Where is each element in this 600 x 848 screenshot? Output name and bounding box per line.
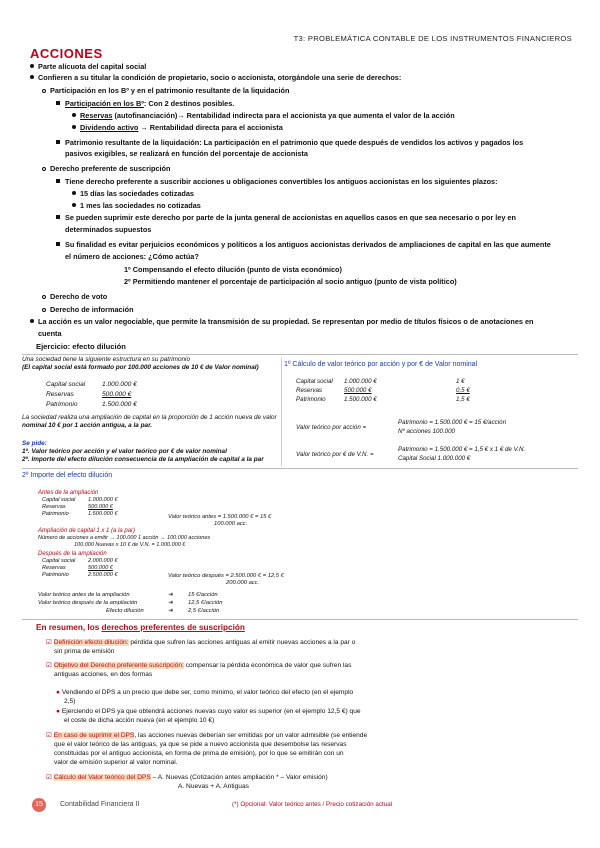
despues-table: [42, 558, 152, 579]
exercise-q2: 2º. Importe del efecto dilución consecuencia de la ampliación de capital a la par: [22, 456, 264, 463]
bullet-circle: [42, 167, 46, 171]
antes-label: Antes de la ampliación: [38, 490, 99, 496]
row-label: Reservas: [46, 391, 74, 398]
row-label: Patrimonio: [46, 401, 78, 408]
table-row: [296, 387, 496, 396]
dilution-summary: [38, 592, 278, 616]
table-row: [296, 378, 496, 387]
summary-p1: ☑ Definición efecto dilución: pérdida que sufren las acciones antiguas al emitir nuevas acciones a la par o: [46, 639, 356, 646]
row-value: 500.000 €: [102, 391, 132, 398]
table-row: [42, 565, 152, 572]
table-row: [296, 396, 496, 405]
row-value-2: 1 €: [456, 378, 465, 385]
bullet-dot: [72, 125, 76, 129]
bullet-6: Dividendo activo → Rentabilidad directa para el accionista: [72, 123, 283, 134]
vt-despues-den: 200.000 acc.: [226, 580, 260, 586]
arrow-icon: ➔: [168, 592, 173, 598]
result-1-title: 1º Cálculo de valor teórico por acción y por € de Valor nominal: [284, 361, 478, 368]
bullet-square: [56, 242, 60, 246]
row-value: 1.000.000 €: [88, 497, 118, 503]
bullet-2: Confieren a su titular la condición de propietario, socio o accionista, otorgándole una serie de derechos:: [30, 73, 401, 84]
bullet-dot: [72, 113, 76, 117]
bullet-12: Se pueden suprimir este derecho por parte de la junta general de accionistas en aquellos casos en que sea necesario o por ley en: [56, 213, 516, 224]
exercise-ampl: La sociedad realiza una ampliación de capital en la proporción de 1 acción nueva de valor: [22, 414, 277, 421]
summary-p3-cont: 2,5): [64, 698, 76, 705]
row-value-2: 1,5 €: [456, 396, 470, 403]
row-value: 2.500.000 €: [88, 572, 118, 578]
dilution-title: 2º Importe del efecto dilución: [22, 472, 113, 479]
bullet-dot: [72, 191, 76, 195]
arrow-icon: ➔: [168, 600, 173, 606]
row-value: 1.000.000 €: [102, 381, 137, 388]
bullet-7: Patrimonio resultante de la liquidación: La participación en el patrimonio que quede después de vendidos los activos y pagados los: [56, 138, 523, 149]
arrow-icon: ➔: [168, 608, 173, 614]
summary-row: [38, 600, 278, 608]
row-label: Capital social: [42, 558, 76, 564]
page-number: 15: [32, 798, 46, 812]
row-value: 1.500.000 €: [88, 511, 118, 517]
row-label: Reservas: [42, 504, 66, 510]
row-label: Patrimonio: [296, 396, 326, 403]
bullet-18: La acción es un valor negociable, que permite la transmisión de su propiedad. Se representan por medio de títulos físicos o de anotaciones en: [30, 317, 534, 328]
summary-p1-cont: sin prima de emisión: [54, 648, 115, 655]
summary-p6: ☑ Cálculo del Valor teórico del DPS – A. Nuevas (Cotización antes ampliación * – Valor emisión): [46, 774, 328, 781]
row-label: Capital social: [46, 381, 86, 388]
bullet-8: Derecho preferente de suscripción: [42, 164, 170, 175]
divider: [22, 354, 578, 355]
exercise-intro: Una sociedad tiene la siguiente estructura en su patrimonio: [22, 356, 191, 363]
bullet-3: Participación en los Bº y en el patrimonio resultante de la liquidación: [42, 86, 289, 97]
bullet-12-cont: determinados supuestos: [65, 225, 152, 234]
vt-despues: Valor teórico después = 2.500.000 € = 12,5 €: [168, 573, 284, 579]
summary-p2-cont: antiguas acciones, en dos formas: [54, 671, 153, 678]
bullet-dot: [30, 319, 34, 323]
row-label: Patrimonio: [42, 572, 69, 578]
ampl-title: Ampliación de capital 1 x 1 (a la par): [38, 528, 136, 534]
summary-p4: ● Ejerciendo el DPS ya que obtendrá acciones nuevas cuyo valor es superior (en el ejemplo 12,5 €) que: [56, 708, 361, 715]
row-label: Capital social: [42, 497, 76, 503]
bullet-5: Reservas (autofinanciación)→ Rentabilidad indirecta para el accionista ya que aumenta el valor de la acción: [72, 111, 455, 122]
bullet-circle: [42, 308, 46, 312]
vt-accion-label: Valor teórico por acción =: [296, 424, 367, 431]
vt-accion-den: Nº acciones 100.000: [398, 428, 455, 435]
result-1-table: [296, 378, 496, 405]
row-label: Reservas: [42, 565, 66, 571]
bullet-13-cont: el número de acciones: ¿Cómo actúa?: [65, 252, 199, 261]
vt-antes-den: 100.000 acc.: [214, 521, 248, 527]
bullet-circle: [42, 295, 46, 299]
row-value: 500.000 €: [88, 565, 113, 571]
bullet-18-cont: cuenta: [38, 329, 62, 338]
exercise-q1: 1º. Valor teórico por acción y el valor teórico por € de valor nominal: [22, 448, 227, 455]
bullet-17: Derecho de información: [42, 305, 134, 316]
row-label: Valor teórico antes de la ampliación: [38, 592, 130, 598]
summary-p5-cont2: constituidas por el antiguo accionista, en forma de prima de emisión), por lo que se emitirán con un: [54, 750, 344, 757]
exercise-balance: [46, 381, 166, 411]
page-header: T3: PROBLEMÁTICA CONTABLE DE LOS INSTRUMENTOS FINANCIEROS: [293, 34, 572, 43]
row-value: 2,5 €/acción: [188, 608, 220, 614]
row-value: 1.500.000 €: [102, 401, 137, 408]
footnote: (*) Opcional: Valor teórico antes / Precio cotización actual: [232, 801, 393, 808]
row-value: 2.000.000 €: [88, 558, 118, 564]
summary-row: [38, 592, 278, 600]
bullet-13: Su finalidad es evitar perjuicios económicos y políticos a los antiguos accionistas derivados de ampliaciones de capital en las que aumente: [56, 240, 551, 251]
exercise-label: Ejercicio: efecto dilución: [36, 342, 126, 351]
row-value: 1.000.000 €: [344, 378, 377, 385]
row-value: 500.000 €: [88, 504, 113, 510]
bullet-dot: [30, 64, 34, 68]
bullet-circle: [42, 89, 46, 93]
bullet-11: 1 mes las sociedades no cotizadas: [72, 201, 201, 212]
row-label: Efecto dilución: [106, 608, 144, 614]
summary-p3: ● Vendiendo el DPS a un precio que debe ser, como mínimo, el valor teórico del efecto (en el ejemplo: [56, 689, 354, 696]
table-row: [46, 401, 166, 411]
table-row: [46, 391, 166, 401]
row-value: 12,5 €/acción: [188, 600, 223, 606]
exercise-pide: Se pide:: [22, 440, 47, 447]
row-value: 15 €/acción: [188, 592, 218, 598]
summary-p5: ☑ En caso de suprimir el DPS, las acciones nuevas deberían ser emitidas por un valor admisible (se entiende: [46, 732, 368, 739]
bullet-10: 15 días las sociedades cotizadas: [72, 189, 194, 200]
ampl-line-1: Número de acciones a emitir → 100.000 1 acción → 100.000 acciones: [38, 535, 211, 541]
summary-p6-cont: A. Nuevas + A. Antiguas: [178, 783, 249, 790]
table-row: [42, 558, 152, 565]
bullet-15: 2º Permitiendo mantener el porcentaje de participación al socio antiguo (punto de vista político): [124, 277, 457, 286]
column-divider: [281, 358, 282, 466]
summary-title: En resumen, los derechos preferentes de suscripción: [36, 623, 245, 632]
summary-row: [38, 608, 278, 616]
vt-accion-num: Patrimonio = 1.500.000 € = 15 €/acción: [398, 419, 507, 426]
vt-vn-label: Valor teórico por € de V.N. =: [296, 451, 374, 458]
despues-label: Después de la ampliación: [38, 551, 107, 557]
exercise-ampl-2: nominal 10 € por 1 acción antigua, a la par.: [22, 422, 152, 429]
bullet-16: Derecho de voto: [42, 292, 107, 303]
row-label: Patrimonio: [42, 511, 69, 517]
vt-vn-num: Patrimonio = 1.500.000 € = 1,5 € x 1 € de V.N.: [398, 446, 526, 453]
bullet-4: Participación en los Bº: Con 2 destinos posibles.: [56, 99, 234, 110]
row-label: Capital social: [296, 378, 333, 385]
bullet-9: Tiene derecho preferente a suscribir acciones u obligaciones convertibles los antiguos accionistas en los siguientes plazos:: [56, 177, 498, 188]
row-label: Valor teórico después de la ampliación: [38, 600, 138, 606]
vt-vn-den: Capital Social 1.000.000 €: [398, 455, 471, 462]
table-row: [42, 572, 152, 579]
row-value-2: 0,5 €: [456, 387, 470, 394]
table-row: [42, 504, 152, 511]
row-value: 500.000 €: [344, 387, 372, 394]
summary-p5-cont3: valor de emisión superior al valor nominal.: [54, 759, 178, 766]
summary-p5-cont: que el valor teórico de las antiguas, ya que se pide a nuevo accionista que desembolse las reservas: [54, 741, 347, 748]
vt-antes: Valor teórico antes = 1.500.000 € = 15 €: [168, 514, 272, 520]
bullet-square: [56, 140, 60, 144]
section-title: ACCIONES: [30, 46, 103, 61]
bullet-1: Parte alícuota del capital social: [30, 62, 146, 73]
bullet-square: [56, 215, 60, 219]
table-row: [46, 381, 166, 391]
bullet-dot: [72, 203, 76, 207]
bullet-square: [56, 101, 60, 105]
divider: [22, 619, 578, 620]
footer-label: Contabilidad Financiera II: [60, 801, 140, 808]
bullet-7-cont: pasivos exigibles, se realizará en función del porcentaje de accionista: [65, 149, 308, 158]
bullet-dot: [30, 75, 34, 79]
divider: [22, 468, 578, 469]
bullet-square: [56, 179, 60, 183]
summary-p2: ☑ Objetivo del Derecho preferente suscripción: compensar la pérdida económica de valor que sufren las: [46, 662, 352, 669]
ampl-line-2: 100.000 Nuevas x 10 € de V.N. = 1.000.000 €: [74, 542, 186, 548]
table-row: [42, 511, 152, 518]
row-value: 1.500.000 €: [344, 396, 377, 403]
summary-p4-cont: el coste de dicha acción nueva (en el ejemplo 10 €): [64, 717, 215, 724]
row-label: Reservas: [296, 387, 323, 394]
antes-table: [42, 497, 152, 518]
exercise-intro-2: (El capital social está formado por 100.000 acciones de 10 € de Valor nominal): [22, 364, 259, 371]
table-row: [42, 497, 152, 504]
bullet-14: 1º Compensando el efecto dilución (punto de vista económico): [124, 265, 342, 274]
